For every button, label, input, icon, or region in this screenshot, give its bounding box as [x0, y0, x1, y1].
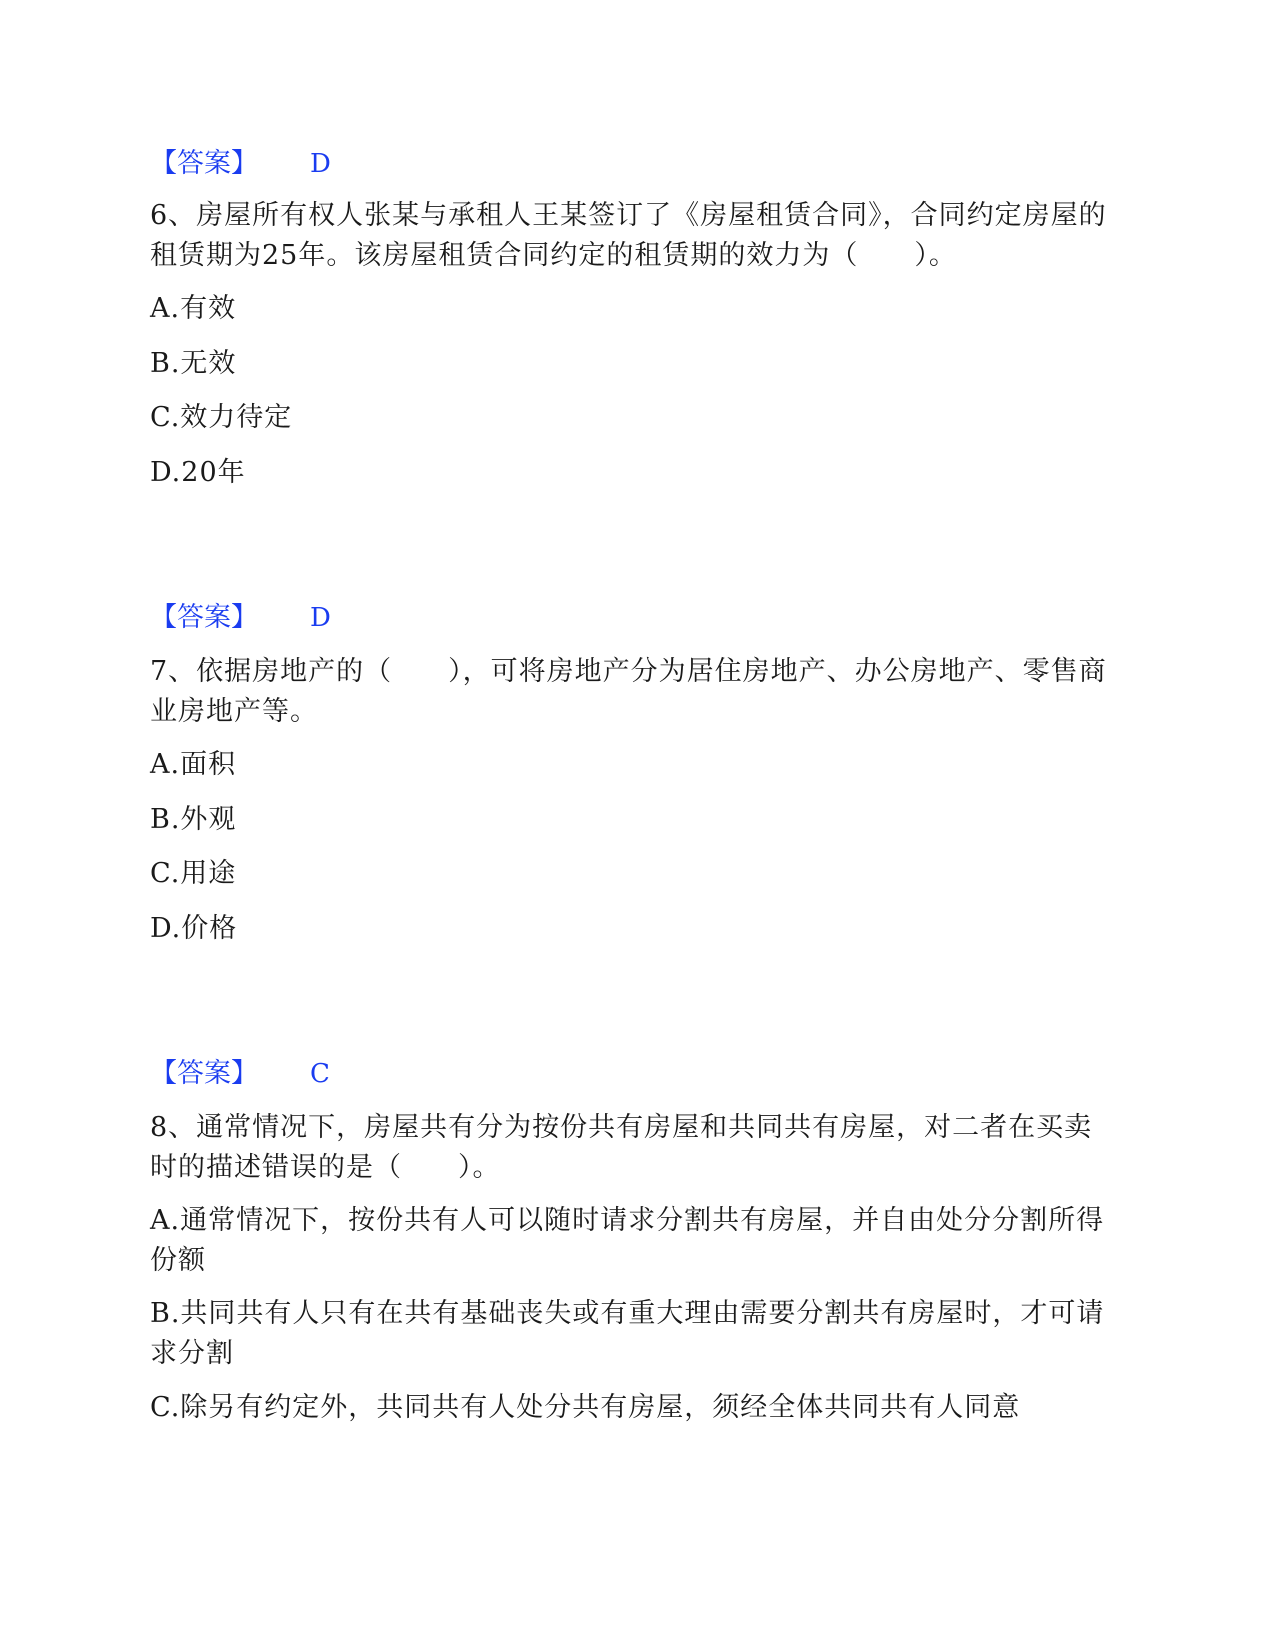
- question-6-option-c: C.效力待定: [150, 402, 293, 433]
- answer-value: C: [310, 1059, 330, 1089]
- question-7-text: 7、依据房地产的（ ），可将房地产分为居住房地产、办公房地产、零售商业房地产等。: [150, 656, 1107, 727]
- answer-line-q6: [150, 600, 331, 636]
- answer-tag: 【答案】: [150, 1058, 258, 1089]
- question-8-option-a: A.通常情况下，按份共有人可以随时请求分割共有房屋，并自由处分分割所得份额: [150, 1205, 1105, 1276]
- question-8-text: 8、通常情况下，房屋共有分为按份共有房屋和共同共有房屋，对二者在买卖时的描述错误的是（ ）。: [150, 1112, 1093, 1183]
- answer-value: D: [310, 149, 331, 179]
- question-7-option-b: B.外观: [150, 804, 237, 835]
- question-6-option-a: A.有效: [150, 293, 237, 324]
- answer-tag: 【答案】: [150, 602, 258, 633]
- answer-line-q5: [150, 146, 331, 182]
- answer-value: D: [310, 603, 331, 633]
- question-6-option-b: B.无效: [150, 348, 237, 379]
- answer-tag: 【答案】: [150, 148, 258, 179]
- question-8-option-b: B.共同共有人只有在共有基础丧失或有重大理由需要分割共有房屋时，才可请求分割: [150, 1298, 1105, 1369]
- question-6-option-d: D.20年: [150, 457, 246, 488]
- question-8-option-c: C.除另有约定外，共同共有人处分共有房屋，须经全体共同共有人同意: [150, 1392, 1021, 1423]
- answer-line-q7: [150, 1056, 330, 1092]
- question-7-option-c: C.用途: [150, 858, 237, 889]
- question-7-option-d: D.价格: [150, 913, 238, 944]
- question-6-text: 6、房屋所有权人张某与承租人王某签订了《房屋租赁合同》，合同约定房屋的租赁期为25年。该房屋租赁合同约定的租赁期的效力为（ ）。: [150, 200, 1107, 271]
- question-7-option-a: A.面积: [150, 749, 237, 780]
